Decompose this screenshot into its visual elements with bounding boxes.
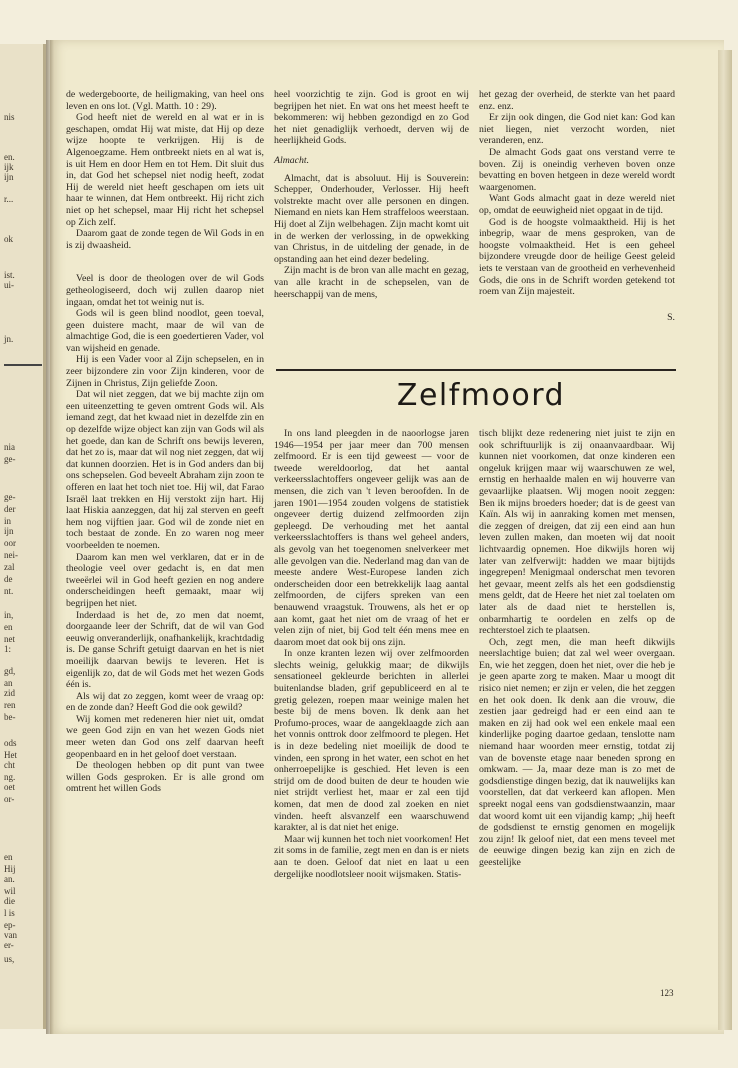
facing-page-fragment: ok	[4, 234, 13, 244]
column-3-text	[479, 89, 675, 298]
facing-page-fragment: ijn	[4, 526, 14, 536]
facing-page-fragment: an.	[4, 874, 15, 884]
page-number: 123	[660, 988, 674, 998]
facing-page-fragment: us,	[4, 954, 15, 964]
paragraph: Daarom kan men wel verklaren, dat er in de theologie veel over gedacht is, en dat men tweeërlei wil in God heeft gezien en nog andere onderscheidingen heeft gemaakt, maar wij begrijpen het niet.	[66, 551, 264, 609]
paragraph: Veel is door de theologen over de wil Gods getheologiseerd, doch wij zullen daarop niet ingaan, omdat het tot weinig nut is.	[66, 273, 264, 308]
column-3	[479, 89, 675, 323]
page-edge	[718, 50, 732, 1030]
facing-page-fragment: wil	[4, 886, 16, 896]
facing-page-fragment: de	[4, 574, 13, 584]
facing-page-fragment: ijk	[4, 162, 14, 172]
facing-page-fragment: en.	[4, 152, 15, 162]
facing-page-fragment: oet	[4, 782, 15, 792]
facing-page-fragment: ods	[4, 738, 17, 748]
facing-page-fragment: er-	[4, 940, 14, 950]
facing-page-fragment: en	[4, 852, 13, 862]
facing-page-fragment: ijn	[4, 172, 14, 182]
facing-page-fragment: nt.	[4, 586, 14, 596]
facing-page-fragment: net	[4, 634, 15, 644]
facing-page-rule	[4, 364, 42, 366]
facing-page-fragment: ge-	[4, 454, 16, 464]
facing-page-fragment: Hij	[4, 864, 16, 874]
gutter-shadow	[46, 40, 54, 1034]
facing-page-fragment: r...	[4, 194, 14, 204]
paragraph: Hij is een Vader voor al Zijn schepselen, en in zeer bijzondere zin voor Zijn kinderen, voor de Zijnen in Christus, Zijn geliefde Zoon.	[66, 354, 264, 389]
paragraph: Dat wil niet zeggen, dat we bij machte zijn om een uiteenzetting te geven omtrent Gods wil. Als iemand zegt, dat het kwaad niet in dezelfde zin en op dezelfde wijze object kan zijn van Gods wil als het goede, dan kan de Schrift ons bewijs leveren, dat het zo is, maar dat wil nog niet zeggen, dat wij dat kunnen doorzien. Het is in God anders dan bij ons schepselen. God beveelt Abraham zijn zoon te offeren en laat het toch niet toe. Hij wil, dat Farao Israël laat trekken en Hij verstokt zijn hart. Hij laat Hiskia aanzeggen, dat hij zal sterven en geeft hem nog vijftien jaar. God wil de zonde niet en toch bestaat de zonde. En zo waren nog meer voorbeelden te noemen.	[66, 389, 264, 551]
paragraph: Inderdaad is het de, zo men dat noemt, doorgaande leer der Schrift, dat de wil van God eeuwig onveranderlijk, onafhankelijk, krachtdadig is. De ganse Schrift getuigt daarvan en het is niet moeilijk daarvan bewijs te leveren. Het is eigenlijk zo, dat de wil Gods met het wezen Gods één is.	[66, 609, 264, 691]
article-title: Zelfmoord	[396, 378, 566, 413]
paragraph: Maar wij kunnen het toch niet voorkomen! Het zit soms in de familie, zegt men en dan is er niets aan te doen. Geloof dat niet en laat u een dergelijke noodlotsleer nooit wijsmaken. Statis-	[274, 833, 469, 880]
column-2-almacht-text	[274, 173, 469, 301]
paragraph: Almacht, dat is absoluut. Hij is Souverein: Schepper, Onderhouder, Verlosser. Hij heeft volstrekte macht over alle personen en dingen. Niemand en niets kan Hem straffeloos weerstaan. Hij doet al Zijn welbehagen. Zijn macht komt uit in de werken der verlossing, in de opwekking van Christus, in de uitdeling der genade, in de opstanding aan het eind dezer bedeling.	[274, 172, 469, 265]
paragraph: de wedergeboorte, de heiligmaking, van heel ons leven en ons lot. (Vgl. Matth. 10 : 29).	[66, 89, 264, 112]
paragraph: Er zijn ook dingen, die God niet kan: God kan niet liegen, niet verzocht worden, niet veranderen, enz.	[479, 112, 675, 147]
paragraph: Wij komen met redeneren hier niet uit, omdat we geen God zijn en van het wezen Gods niet meer weten dan God ons zelf daarvan heeft geopenbaard en in het geloof doet verstaan.	[66, 713, 264, 760]
facing-page-fragment: ge-	[4, 492, 16, 502]
author-signature: S.	[667, 311, 675, 323]
facing-page-fragment: or-	[4, 794, 15, 804]
facing-page-fragment: nia	[4, 442, 15, 452]
almacht-heading: Almacht.	[274, 154, 310, 166]
facing-page-fragment: an	[4, 678, 13, 688]
paragraph: Want Gods almacht gaat in deze wereld niet op, omdat de eeuwigheid niet opgaat in de tijd.	[479, 193, 675, 216]
column-2	[274, 89, 469, 300]
paragraph: De almacht Gods gaat ons verstand verre te boven. Zij is oneindig verheven boven onze bevatting en boven hetgeen in deze wereld wordt waargenomen.	[479, 146, 675, 193]
paragraph: God heeft niet de wereld en al wat er in is geschapen, omdat Hij wat miste, dat Hij op deze wijze hoopte te verkrijgen. Hij is de Algenoegzame. Hem ontbreekt niets en al wat is, is uit Hem en door Hem en tot Hem. Dit sluit dus in, dat God het schepsel niet nodig heeft, zodat Hij de wereld niet heeft geschapen om iets uit haar te winnen, dat Hem ontbreekt. Hij richt zich niet op het schepsel, maar Hij richt het schepsel op Zich zelf.	[66, 112, 264, 228]
paragraph: Als wij dat zo zeggen, komt weer de vraag op: en de zonde dan? Heeft God die ook gewild?	[66, 690, 264, 714]
facing-page-fragment: nei-	[4, 550, 18, 560]
facing-page-fragment: in	[4, 516, 12, 526]
column-2-top-text	[274, 89, 469, 147]
paragraph: De theologen hebben op dit punt van twee willen Gods gesproken. Er is alle grond om omtrent het willen Gods	[66, 760, 264, 795]
column-1-bottom-text	[66, 273, 264, 795]
paragraph: Gods wil is geen blind noodlot, geen toeval, geen duistere macht, maar de wil van de almachtige God, die is een goedertieren Vader, vol van wijsheid en genade.	[66, 308, 264, 354]
paragraph: Daarom gaat de zonde tegen de Wil Gods in en is zij dwaasheid.	[66, 228, 264, 251]
facing-page-fragment: die	[4, 896, 15, 906]
paragraph: Zijn macht is de bron van alle macht en gezag, van alle kracht in de schepselen, van de heerschappij van de mens,	[274, 265, 469, 300]
left-page-margin	[0, 44, 46, 1029]
paragraph: het gezag der overheid, de sterkte van het paard enz. enz.	[479, 89, 675, 112]
facing-page-fragment: in,	[4, 610, 14, 620]
facing-page-fragment: l is	[4, 908, 15, 918]
paragraph: In ons land pleegden in de naoorlogse jaren 1946—1954 per jaar meer dan 700 mensen zelfmoord. Er is een tijd geweest — voor de tweede wereldoorlog, dat het aantal verkeersslachtoffers ongeveer gelijk was aan de mensen, die zich van 't leven beroofden. In de jaren 1901—1954 zouden volgens de statistiek ongeveer dertig duizend zelfmoorden zijn gepleegd. De verhouding met het aantal verkeersslachtoffers is thans wel geheel anders, als gevolg van het toegenomen snelverkeer met alle gevolgen van die. Nederland mag dan van de meeste andere West-Europese landen zich onderscheiden door een betrekkelijk laag aantal zelfmoorden, de cijfers spreken van een benauwend vraagstuk. Trouwens, als het er op aan komt, gaat het niet om de vraag of het er velen zijn of niet, bij God telt één mens mee en daarom moet dat ook bij ons zijn.	[274, 428, 469, 648]
paragraph: In onze kranten lezen wij over zelfmoorden slechts weinig, gelukkig maar; de dikwijls sensationeel gekleurde berichten in allerlei buitenlandse bladen, grif gepubliceerd en al te gretig gelezen, roepen maar weinige malen het beste bij de mens boven. Ik denk aan het Profumo-proces, waar de aangeklaagde zich aan het vonnis onttrok door zelfmoord te plegen. Het is in deze bedeling niet moeilijk de dood te vinden, een sprong in het water, een schot en het onherroepelijke is geschied. Het leven is een strijd om de dood buiten de deur te houden wie niet strijdt verliest het, maar er zal een tijd komen, dat men de dood zal zoeken en niet vinden. heeft alsvanzelf een waarschuwend karakter, al is dat niet het enige.	[274, 648, 469, 834]
facing-page-fragment: van	[4, 930, 17, 940]
facing-page-fragment: zid	[4, 688, 15, 698]
facing-page-fragment: 1:	[4, 644, 12, 654]
facing-page-fragment: oor	[4, 538, 16, 548]
facing-page-fragment: der	[4, 504, 16, 514]
facing-page-fragment: Het	[4, 750, 17, 760]
facing-page-fragment: zal	[4, 562, 15, 572]
paragraph: tisch blijkt deze redenering niet juist te zijn en ook schriftuurlijk is zij onaanvaardbaar. Wij kunnen niet voorkomen, dat onze kinderen een ongeluk krijgen maar wij waarschuwen ze wel, ernstig en herhaalde malen en wij houverre van gevaarlijke plaatsen. Wij mogen nooit zeggen: Ben ik mijns broeders hoeder; dat is de geest van Kaïn. Als wij in aanraking komen met mensen, die zeggen of dreigen, dat zij een eind aan hun leven zullen maken, dan moeten wij dat nooit lichtvaardig opnemen. Hoe dikwijls horen wij later van zelfverwijt: hadden we maar bijtijds ingegrepen! Menigmaal onderschat men tevoren het gevaar, meent zelfs als het een godsdienstig mens geldt, dat de Heere het niet zal toelaten om later als de daad niet te herstellen is, onbarmhartig te oordelen en zelfs op de rechterstoel zich te plaatsen.	[479, 428, 675, 637]
facing-page-fragment: ui-	[4, 280, 14, 290]
facing-page-fragment: ist.	[4, 270, 15, 280]
column-1	[66, 89, 264, 795]
facing-page-fragment: jn.	[4, 334, 14, 344]
column-1-top-text	[66, 89, 264, 251]
zelfmoord-column-left	[274, 428, 469, 880]
paragraph: heel voorzichtig te zijn. God is groot en wij begrijpen het niet. En wat ons het meest heeft te bekommeren: wij hebben gezondigd en zo God het niet genadiglijk verhoedt, derven wij de heerlijkheid Gods.	[274, 89, 469, 147]
facing-page-fragment: ng.	[4, 772, 16, 782]
facing-page-fragment: gd,	[4, 666, 16, 676]
facing-page-fragment: cht	[4, 760, 15, 770]
paragraph: Och, zegt men, die man heeft dikwijls neerslachtige buien; dat zal wel weer overgaan. En, wie het zeggen, doen het niet, over die heb je je geen aparte zorg te maken. Maar u moogt dit risico niet nemen; er zijn er velen, die het zeggen en het ook doen. Ik denk aan die vrouw, die zestien jaar gedreigd had er een eind aan te maken en zij had ook wel een enkele maal een kinderlijke poging daartoe gedaan, tenslotte nam niemand haar woorden meer ernstig, totdat zij van de bovenste etage naar beneden sprong en omkwam. — Ja, maar deze man is zo met de godsdienstige dingen bezig, dat ik nauwelijks kan voorstellen, dat dat verkeerd kan aflopen. Men spreekt nogal eens van godsdienstwaanzin, maar dat woord komt uit een vijandig kamp; „hij heeft de godsdienst te ernstig genomen en mogelijk zou zijn! Ik geloof niet, dat een mens teveel met de eeuwige dingen bezig kan zijn en zich de geestelijke	[479, 636, 675, 868]
facing-page-fragment: nis	[4, 112, 15, 122]
facing-page-fragment: ep-	[4, 920, 16, 930]
facing-page-fragment: ren	[4, 700, 16, 710]
facing-page-fragment: be-	[4, 712, 16, 722]
zelfmoord-column-right	[479, 428, 675, 869]
facing-page-fragment: en	[4, 622, 13, 632]
paragraph: God is de hoogste volmaaktheid. Hij is het inbegrip, waar de mens gesproken, van de hoogste volmaaktheid. Het is een geheel bijzondere vreugde door de heilige Geest geleid iets te verstaan van de grootheid en verhevenheid Gods, die ons in de Schrift worden getekend tot roem van Zijn majesteit.	[479, 216, 675, 298]
section-divider	[276, 369, 676, 371]
